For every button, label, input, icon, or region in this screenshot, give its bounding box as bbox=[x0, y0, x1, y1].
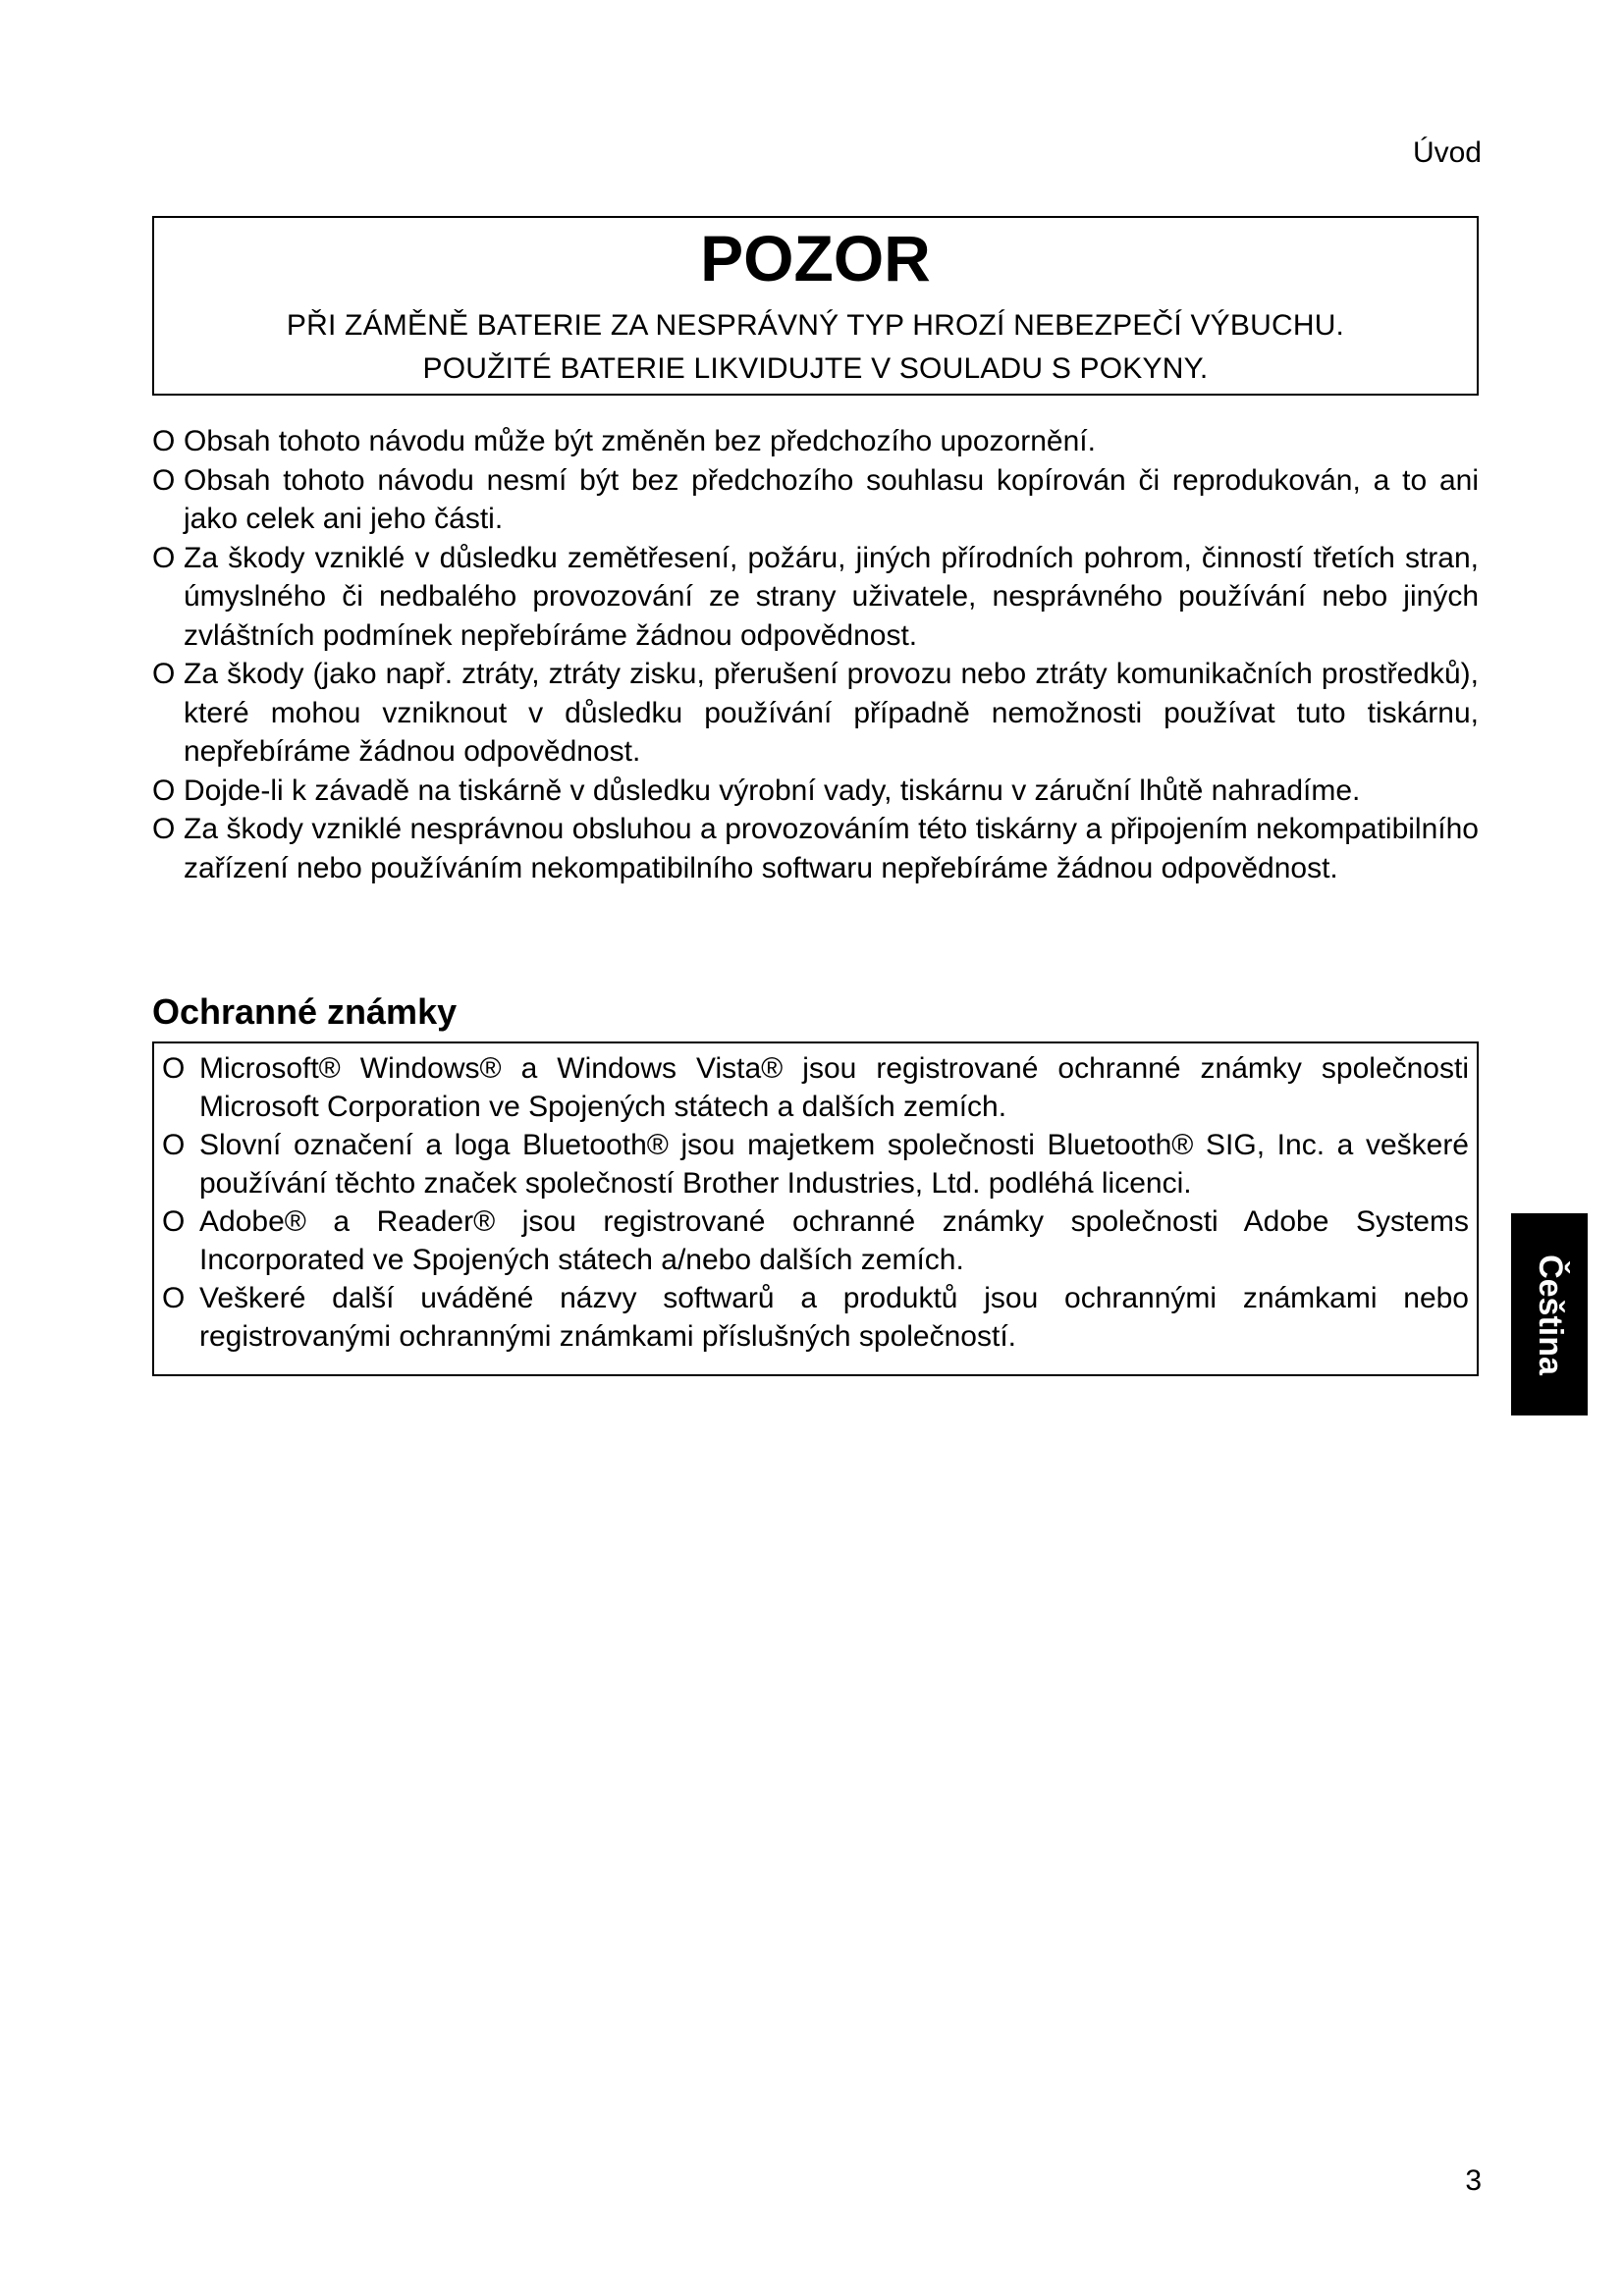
page-number: 3 bbox=[1465, 2164, 1482, 2197]
bullet-circle-icon: O bbox=[162, 1052, 186, 1085]
bullet-circle-icon: O bbox=[152, 425, 176, 457]
trademark-text: Microsoft® Windows® a Windows Vista® jsou registrované ochranné známky společnosti Microsoft Corporation ve Spojených státech a dalších zemích. bbox=[199, 1052, 1469, 1123]
note-text: Dojde-li k závadě na tiskárně v důsledku výrobní vady, tiskárnu v záruční lhůtě nahradíme. bbox=[184, 774, 1361, 807]
note-item bbox=[152, 539, 1479, 656]
trademarks-box bbox=[152, 1041, 1479, 1376]
bullet-circle-icon: O bbox=[162, 1205, 186, 1238]
note-item bbox=[152, 655, 1479, 772]
trademark-text: Adobe® a Reader® jsou registrované ochranné známky společnosti Adobe Systems Incorporated ve Spojených státech a/nebo dalších zemích. bbox=[199, 1205, 1469, 1276]
caution-line: POUŽITÉ BATERIE LIKVIDUJTE V SOULADU S POKYNY. bbox=[422, 352, 1209, 385]
note-text: Za škody vzniklé nesprávnou obsluhou a provozováním této tiskárny a připojením nekompatibilního zařízení nebo používáním nekompatibilního softwaru nepřebíráme žádnou odpovědnost. bbox=[184, 813, 1479, 884]
note-text: Za škody (jako např. ztráty, ztráty zisku, přerušení provozu nebo ztráty komunikačních prostředků), které mohou vzniknout v důsledku používání případně nemožnosti používat tuto tiskárnu, nepřebíráme žádnou odpovědnost. bbox=[184, 658, 1479, 768]
bullet-circle-icon: O bbox=[152, 774, 176, 807]
caution-line: PŘI ZÁMĚNĚ BATERIE ZA NESPRÁVNÝ TYP HROZÍ NEBEZPEČÍ VÝBUCHU. bbox=[286, 309, 1345, 342]
note-item bbox=[152, 772, 1479, 811]
trademark-item bbox=[162, 1049, 1469, 1126]
trademark-text: Slovní označení a loga Bluetooth® jsou majetkem společnosti Bluetooth® SIG, Inc. a veškeré používání těchto značek společností Brother Industries, Ltd. podléhá licenci. bbox=[199, 1129, 1469, 1200]
bullet-circle-icon: O bbox=[162, 1282, 186, 1314]
bullet-circle-icon: O bbox=[162, 1129, 186, 1161]
note-text: Obsah tohoto návodu může být změněn bez předchozího upozornění. bbox=[184, 425, 1096, 457]
notes-list bbox=[152, 422, 1479, 887]
bullet-circle-icon: O bbox=[152, 463, 176, 497]
section-header: Úvod bbox=[1412, 136, 1482, 169]
bullet-circle-icon: O bbox=[152, 541, 176, 574]
bullet-circle-icon: O bbox=[152, 813, 176, 845]
caution-box bbox=[152, 216, 1479, 396]
trademark-text: Veškeré další uváděné názvy softwarů a produktů jsou ochrannými známkami nebo registrovanými ochrannými známkami příslušných společností. bbox=[199, 1282, 1469, 1353]
trademark-item bbox=[162, 1279, 1469, 1356]
note-text: Obsah tohoto návodu nesmí být bez předchozího souhlasu kopírován či reprodukován, a to ani jako celek ani jeho části. bbox=[184, 463, 1479, 535]
caution-title: POZOR bbox=[700, 222, 931, 294]
bullet-circle-icon: O bbox=[152, 658, 176, 690]
note-text: Za škody vzniklé v důsledku zemětřesení, požáru, jiných přírodních pohrom, činností třetích stran, úmyslného či nedbalého provozování ze strany uživatele, nesprávného používání nebo jiných zvláštních podmínek nepřebíráme žádnou odpovědnost. bbox=[184, 541, 1479, 652]
note-item bbox=[152, 461, 1479, 539]
trademark-item bbox=[162, 1126, 1469, 1202]
note-item bbox=[152, 810, 1479, 887]
language-tab-label: Čeština bbox=[1531, 1254, 1569, 1375]
trademarks-heading: Ochranné známky bbox=[152, 991, 458, 1032]
trademark-item bbox=[162, 1202, 1469, 1279]
note-item bbox=[152, 422, 1479, 461]
language-side-tab bbox=[1511, 1213, 1588, 1415]
